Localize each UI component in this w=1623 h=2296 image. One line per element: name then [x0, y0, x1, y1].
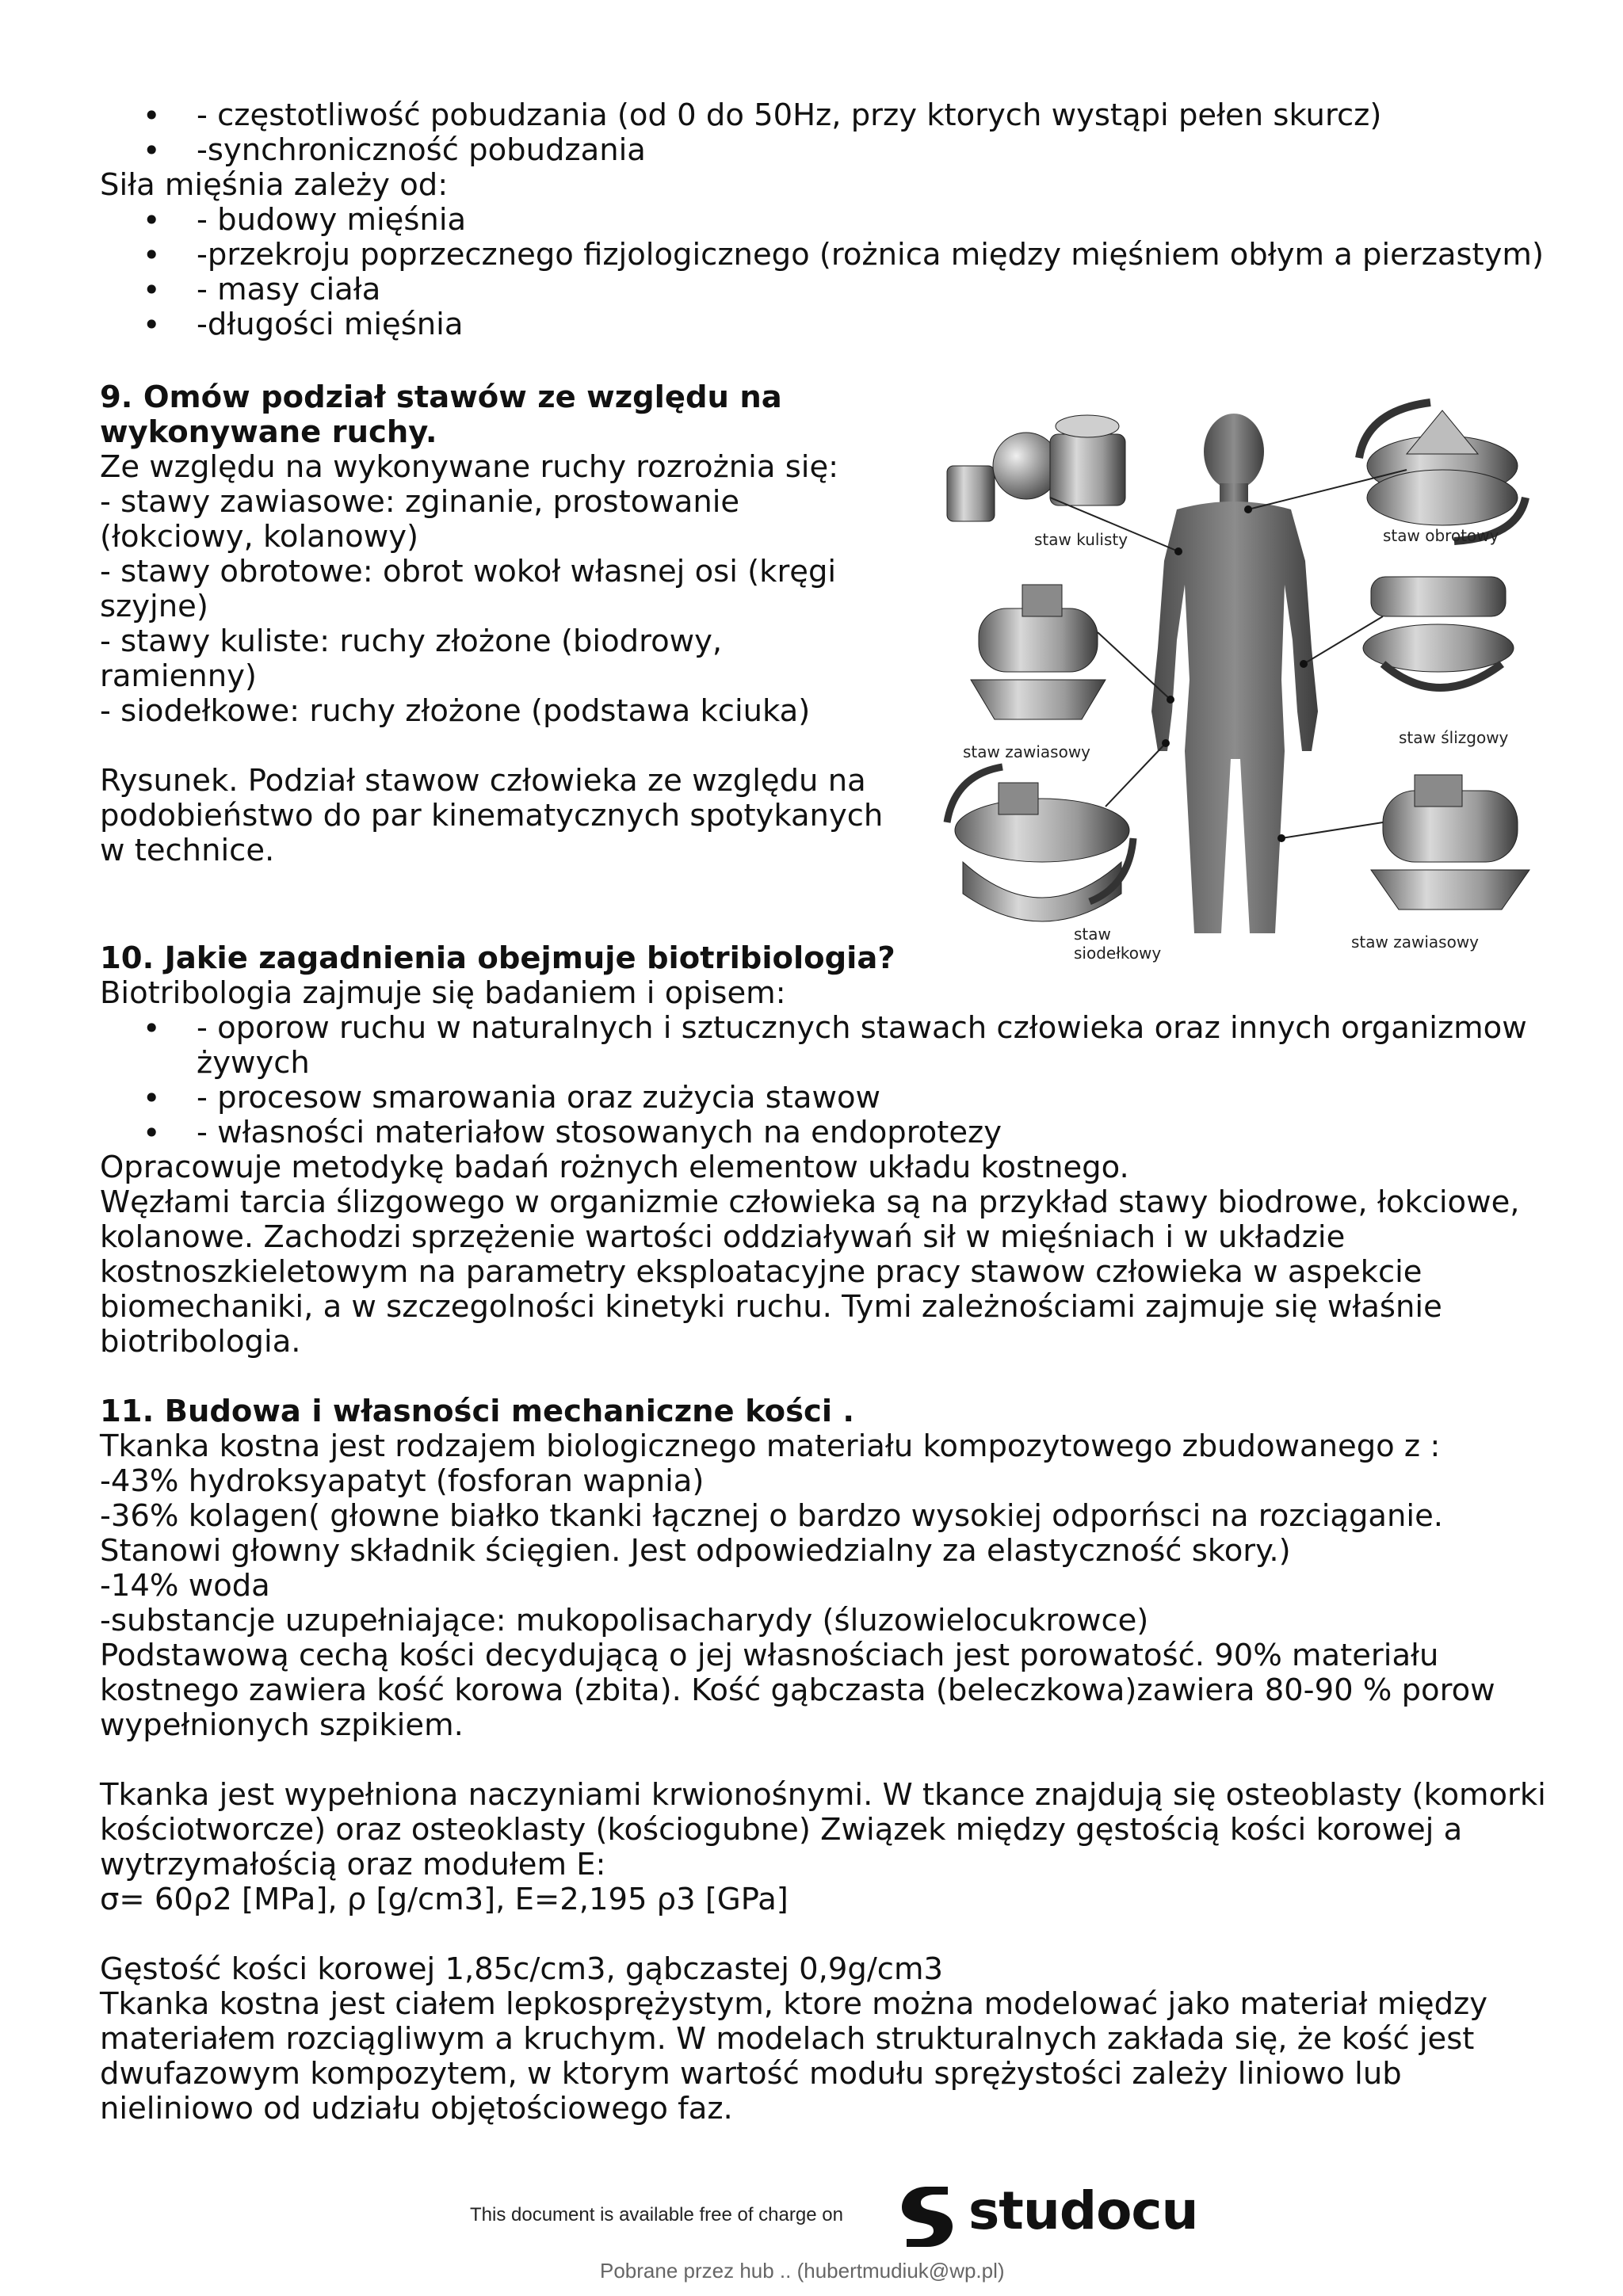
hinge-joint-left-icon: [971, 585, 1106, 719]
label-staw-zawiasowy-left: staw zawiasowy: [963, 742, 1091, 761]
list-item: • -synchroniczność pobudzania: [143, 133, 1381, 168]
saddle-joint-icon: [947, 767, 1133, 921]
label-staw-siodelkowy-line1: staw: [1074, 925, 1111, 944]
text-line: (łokciowy, kolanowy): [100, 519, 418, 555]
question-11-section: [100, 1394, 1546, 2126]
figure-caption-line: Rysunek. Podział stawow człowieka ze względu na: [100, 763, 866, 799]
text-line: Ze względu na wykonywane ruchy rozrożnia się:: [100, 449, 839, 485]
text-line: -36% kolagen( głowne białko tkanki łącznej o bardzo wysokiej odporńsci na rozciąganie.: [100, 1498, 1444, 1534]
text-line: wypełnionych szpikiem.: [100, 1707, 464, 1743]
joint-types-figure: [939, 379, 1540, 965]
text-line: nieliniowo od udziału objętościowego faz.: [100, 2091, 733, 2126]
figure-caption-line: podobieństwo do par kinematycznych spotykanych: [100, 798, 884, 833]
text-line: Tkanka kostna jest ciałem lepkosprężystym, ktore można modelować jako materiał między: [100, 1986, 1488, 2022]
text-line: materiałem rozciągliwym a kruchym. W modelach strukturalnych zakłada się, że kość jest: [100, 2021, 1475, 2057]
question-9-title-line2: wykonywane ruchy.: [100, 414, 437, 450]
text-line: Gęstość kości korowej 1,85c/cm3, gąbczastej 0,9g/cm3: [100, 1951, 943, 1987]
list-item: • - oporow ruchu w naturalnych i sztucznych stawach człowieka oraz innych organizmow żywych: [143, 1011, 1527, 1081]
strength-intro: Siła mięśnia zależy od:: [100, 167, 449, 203]
text-line: kostnego zawiera kość korowa (zbita). Kość gąbczasta (beleczkowa)zawiera 80-90 % porow: [100, 1672, 1495, 1708]
question-10-body: [100, 1150, 1520, 1360]
text-line: biotribologia.: [100, 1324, 301, 1360]
list-item: • -długości mięśnia: [143, 307, 1544, 342]
text-line: - siodełkowe: ruchy złożone (podstawa kciuka): [100, 693, 811, 729]
text-line: biomechaniki, a w szczegolności kinetyki ruchu. Tymi zależnościami zajmuje się właśnie: [100, 1289, 1442, 1325]
text-line: Tkanka kostna jest rodzajem biologicznego materiału kompozytowego zbudowanego z :: [100, 1428, 1441, 1464]
figure-caption-line: w technice.: [100, 833, 275, 868]
label-staw-siodelkowy-line2: siodełkowy: [1074, 944, 1162, 963]
text-line: kostnoszkieletowym na parametry eksploatacyjne pracy stawow człowieka w aspekcie: [100, 1254, 1423, 1290]
text-line: - stawy obrotowe: obrot wokoł własnej osi (kręgi: [100, 554, 837, 589]
list-item: • - częstotliwość pobudzania (od 0 do 50Hz, przy ktorych wystąpi pełen skurcz): [143, 98, 1381, 133]
question-10-intro: Biotribologia zajmuje się badaniem i opisem:: [100, 975, 786, 1011]
label-staw-slizgowy: staw ślizgowy: [1399, 728, 1509, 747]
text-line: dwufazowym kompozytem, w ktorym wartość modułu sprężystości zależy liniowo lub: [100, 2056, 1402, 2092]
question-11-title: 11. Budowa i własności mechaniczne kości .: [100, 1394, 855, 1429]
gliding-joint-icon: [1363, 577, 1514, 688]
text-line: wytrzymałością oraz modułem E:: [100, 1847, 606, 1882]
text-line: ramienny): [100, 658, 257, 694]
list-item: • - procesow smarowania oraz zużycia stawow: [143, 1081, 1527, 1116]
text-line: Podstawową cechą kości decydującą o jej własnościach jest porowatość. 90% materiału: [100, 1638, 1439, 1673]
text-line: -14% woda: [100, 1568, 270, 1604]
list-item: • - budowy mięśnia: [143, 203, 1544, 238]
downloaded-by-text: Pobrane przez hub .. (hubertmudiuk@wp.pl): [600, 2259, 1005, 2283]
strength-bullet-list: [143, 203, 1544, 342]
label-staw-obrotowy: staw obrotowy: [1383, 526, 1499, 545]
question-10-title: 10. Jakie zagadnienia obejmuje biotribiologia?: [100, 940, 896, 976]
text-line: - stawy kuliste: ruchy złożone (biodrowy,: [100, 624, 723, 659]
text-line: Węzłami tarcia ślizgowego w organizmie człowieka są na przykład stawy biodrowe, łokciowe,: [100, 1184, 1520, 1220]
text-line: szyjne): [100, 589, 208, 624]
text-line: Stanowi głowny składnik ścięgien. Jest odpowiedzialny za elastyczność skory.): [100, 1533, 1291, 1569]
text-line: kolanowe. Zachodzi sprzężenie wartości oddziaływań sił w mięśniach i w układzie: [100, 1219, 1346, 1255]
text-line: Opracowuje metodykę badań rożnych elementow układu kostnego.: [100, 1150, 1129, 1185]
label-staw-kulisty: staw kulisty: [1034, 530, 1128, 549]
question-9-section: [100, 380, 883, 868]
text-line: -substancje uzupełniające: mukopolisacharydy (śluzowielocukrowce): [100, 1603, 1149, 1638]
studocu-brand: studocu: [968, 2180, 1198, 2241]
formula-line: σ= 60ρ2 [MPa], ρ [g/cm3], E=2,195 ρ3 [GPa]: [100, 1882, 789, 1917]
text-line: Tkanka jest wypełniona naczyniami krwionośnymi. W tkance znajdują się osteoblasty (komorki: [100, 1777, 1546, 1813]
list-item: • -przekroju poprzecznego fizjologicznego (rożnica między mięśniem obłym a pierzastym): [143, 238, 1544, 273]
list-item: • - własności materiałow stosowanych na endoprotezy: [143, 1116, 1527, 1150]
question-9-title-line1: 9. Omów podział stawów ze względu na: [100, 379, 782, 415]
frequency-bullet-list: [143, 98, 1381, 168]
list-item: • - masy ciała: [143, 273, 1544, 307]
hinge-joint-right-icon: [1371, 775, 1529, 910]
text-line: - stawy zawiasowe: zginanie, prostowanie: [100, 484, 740, 520]
footer-available-text: This document is available free of charge on: [470, 2204, 843, 2225]
pivot-joint-icon: [1359, 402, 1526, 541]
label-staw-zawiasowy-right: staw zawiasowy: [1351, 933, 1480, 952]
human-body-silhouette: [1151, 414, 1318, 933]
ball-joint-icon: [947, 415, 1125, 521]
studocu-logo-icon: [896, 2183, 959, 2250]
text-line: -43% hydroksyapatyt (fosforan wapnia): [100, 1463, 705, 1499]
text-line: kościotworcze) oraz osteoklasty (kościogubne) Związek między gęstością kości korowej a: [100, 1812, 1463, 1848]
question-10-bullet-list: [143, 1011, 1527, 1150]
